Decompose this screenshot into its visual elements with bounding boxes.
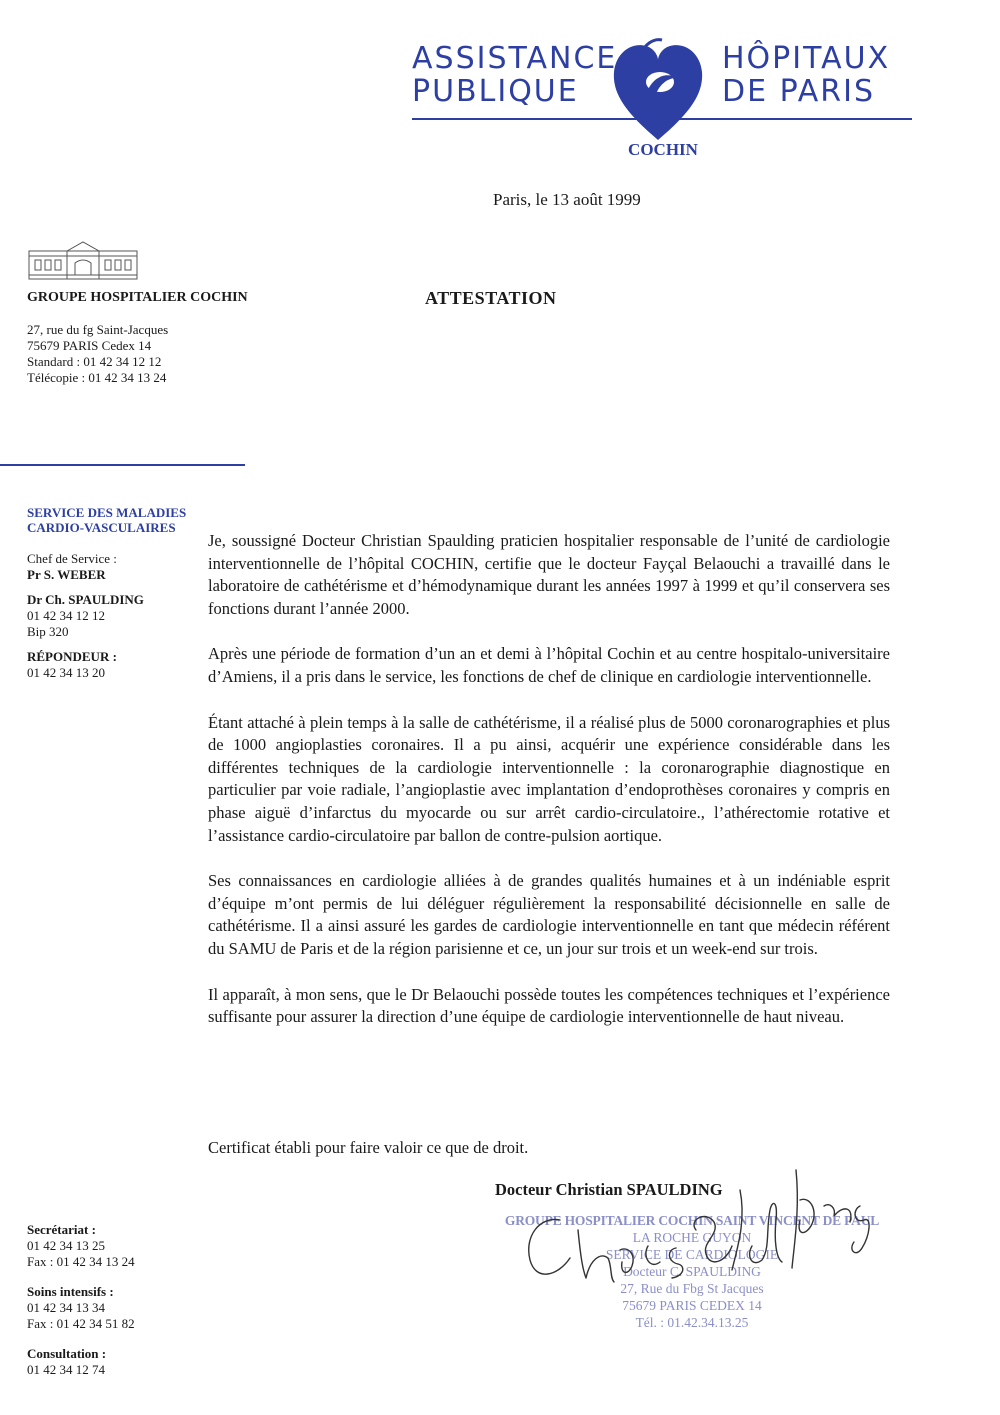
body-paragraph: Après une période de formation d’un an et demi à l’hôpital Cochin et au centre hospitalo-universitaire d’Amiens, il a pris dans le service, les fonctions de chef de clinique en cardiologie interventionnelle. — [208, 644, 890, 686]
icu-fax: Fax : 01 42 34 51 82 — [27, 1316, 135, 1331]
body-paragraph: Ses connaissances en cardiologie alliées à de grandes qualités humaines et à un indéniable esprit d’équipe m’ont permis de lui déléguer régulièrement la responsabilité décisionnelle en salle de cathétérisme. Il a ainsi assuré les gardes de cardiologie interventionnelle en tant que médecin référent du SAMU de Paris et de la région parisienne et ce, un jour sur trois et un week-end sur trois. — [208, 871, 890, 958]
consultation-label: Consultation : — [27, 1346, 107, 1361]
service-staff-block — [27, 551, 144, 681]
stamp-line: LA ROCHE GUYON — [632, 1230, 752, 1245]
brand-word-hopitaux: HÔPITAUX — [722, 41, 891, 76]
chief-name: Pr S. WEBER — [27, 567, 106, 582]
letter-body — [208, 530, 890, 1052]
brand-name-left — [412, 42, 617, 108]
doctor-phone: 01 42 34 12 12 — [27, 608, 105, 623]
date-line: Paris, le 13 août 1999 — [493, 190, 641, 209]
hospital-group-name: GROUPE HOSPITALIER COCHIN — [27, 290, 248, 305]
closing-sentence: Certificat établi pour faire valoir ce que de droit. — [208, 1138, 529, 1157]
stamp-line: 27, Rue du Fbg St Jacques — [620, 1281, 764, 1296]
signatory-name: Docteur Christian SPAULDING — [495, 1180, 723, 1199]
secretariat-fax: Fax : 01 42 34 13 24 — [27, 1254, 135, 1269]
service-name-line: SERVICE DES MALADIES — [27, 505, 187, 520]
stamp-line: Docteur C. SPAULDING — [623, 1264, 761, 1279]
address-line: 27, rue du fg Saint-Jacques — [27, 322, 169, 337]
brand-word-de-paris: DE PARIS — [722, 74, 876, 109]
department-contacts-block — [27, 1222, 135, 1378]
hospital-building-icon — [27, 239, 139, 281]
answering-phone: 01 42 34 13 20 — [27, 665, 105, 680]
address-line: Standard : 01 42 34 12 12 — [27, 354, 162, 369]
address-line: Télécopie : 01 42 34 13 24 — [27, 370, 167, 385]
hospital-site-name: COCHIN — [628, 140, 698, 159]
body-paragraph: Étant attaché à plein temps à la salle de cathétérisme, il a réalisé plus de 5000 coronarographies et plus de 1000 angioplasties coronaires. Il a pu ainsi, acquérir une expérience considérable dans les différentes techniques de la cardiologie interventionnelle : la coronarographie diagnostique en particulier par voie radiale, l’angioplastie avec implantation d’endoprothèses coronaires y compris en phase aiguë d’infarctus du myocarde ou sur arrêt cardio-circulatoire., l’athérectomie rotative et l’assistance cardio-circulatoire par ballon de contre-pulsion aortique. — [208, 712, 890, 845]
secretariat-label: Secrétariat : — [27, 1222, 96, 1237]
brand-word-assistance: ASSISTANCE — [412, 41, 618, 76]
stamp-line: GROUPE HOSPITALIER COCHIN SAINT VINCENT DE PAUL — [504, 1213, 880, 1228]
doctor-name: Dr Ch. SPAULDING — [27, 592, 144, 607]
icu-phone: 01 42 34 13 34 — [27, 1300, 105, 1315]
answering-label: RÉPONDEUR : — [27, 649, 117, 664]
document-title: ATTESTATION — [425, 288, 557, 308]
stamp-line: SERVICE DE CARDIOLOGIE — [605, 1247, 779, 1262]
body-paragraph: Il apparaît, à mon sens, que le Dr Belaouchi possède toutes les compétences techniques et l’expérience suffisante pour assurer la direction d’une équipe de cardiologie interventionnelle de haut niveau. — [208, 984, 890, 1027]
icu-label: Soins intensifs : — [27, 1284, 114, 1299]
service-name-line: CARDIO-VASCULAIRES — [27, 520, 176, 535]
brand-name-right — [722, 42, 890, 108]
consultation-phone: 01 42 34 12 74 — [27, 1362, 105, 1377]
stamp-line: Tél. : 01.42.34.13.25 — [635, 1315, 749, 1330]
heart-logo-icon — [610, 36, 706, 146]
letterhead-divider — [412, 118, 912, 120]
chief-label: Chef de Service : — [27, 551, 117, 566]
secretariat-phone: 01 42 34 13 25 — [27, 1238, 105, 1253]
sidebar-divider — [0, 464, 245, 466]
brand-word-publique: PUBLIQUE — [412, 74, 579, 109]
service-name — [27, 505, 186, 535]
handwritten-signature — [500, 1150, 900, 1310]
hospital-address-block — [27, 322, 168, 386]
body-paragraph: Je, soussigné Docteur Christian Spaulding praticien hospitalier responsable de l’unité de cardiologie interventionnelle de l’hôpital COCHIN, certifie que le docteur Fayçal Belaouchi a travaillé dans le laboratoire de cathétérisme et d’hémodynamique durant les années 1997 à 1999 et qu’il conservera ses fonctions durant l’année 2000. — [208, 531, 890, 618]
doctor-bip: Bip 320 — [27, 624, 69, 639]
stamp-line: 75679 PARIS CEDEX 14 — [622, 1298, 762, 1313]
address-line: 75679 PARIS Cedex 14 — [27, 338, 152, 353]
